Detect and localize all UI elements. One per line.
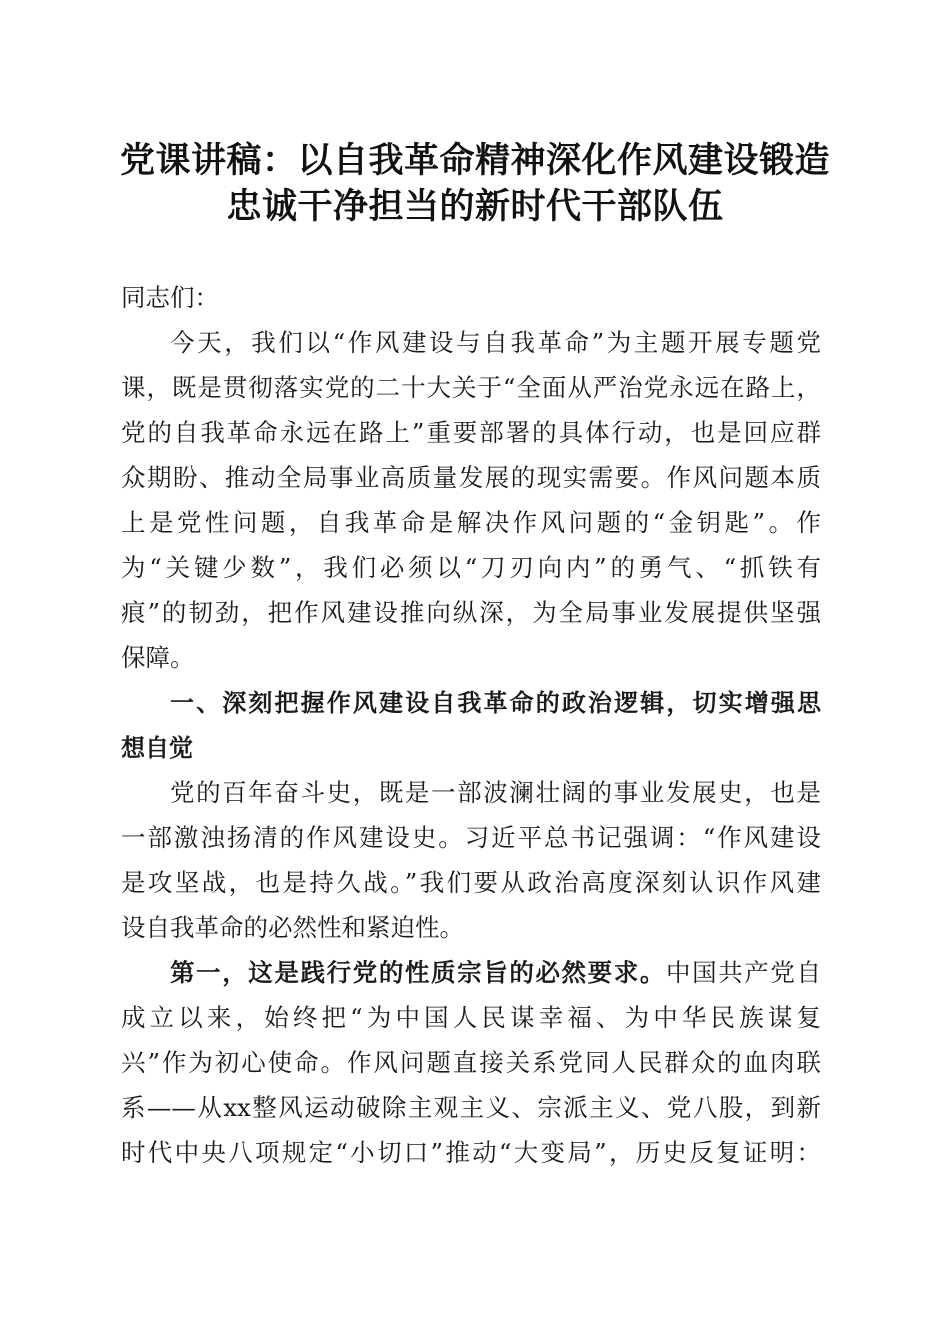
paragraph-2-line: 是攻坚战，也是持久战。”我们要从政治高度深刻认识作风建 (121, 868, 821, 897)
paragraph-2-line: 设自我革命的必然性和紧迫性。 (121, 913, 464, 942)
section-heading-line: 想自觉 (121, 734, 193, 762)
paragraph-3-first-line (170, 958, 821, 988)
paragraph-2-line: 党的百年奋斗史，既是一部波澜壮阔的事业发展史，也是 (170, 778, 821, 807)
paragraph-1-line: 上是党性问题，自我革命是解决作风问题的“金钥匙”。作 (121, 508, 821, 537)
paragraph-3-line: 成立以来，始终把“为中国人民谋幸福、为中华民族谋复 (121, 1003, 821, 1032)
document-title-line-2: 忠诚干净担当的新时代干部队伍 (226, 186, 724, 227)
document-title-line-1: 党课讲稿：以自我革命精神深化作风建设锻造 (119, 140, 830, 181)
paragraph-1-line: 为“关键少数”，我们必须以“刀刃向内”的勇气、“抓铁有 (121, 553, 821, 582)
paragraph-3-lead-rest: 中国共产党自 (665, 958, 822, 987)
paragraph-1-line: 今天，我们以“作风建设与自我革命”为主题开展专题党 (170, 328, 821, 357)
paragraph-1-line: 保障。 (121, 643, 195, 672)
paragraph-3-line: 系——从xx整风运动破除主观主义、宗派主义、党八股，到新 (121, 1093, 821, 1122)
paragraph-3-line: 时代中央八项规定“小切口”推动“大变局”，历史反复证明： (121, 1138, 821, 1167)
paragraph-2-line: 一部激浊扬清的作风建设史。习近平总书记强调：“作风建设 (121, 823, 821, 852)
salutation: 同志们： (121, 283, 219, 312)
paragraph-1-line: 党的自我革命永远在路上”重要部署的具体行动，也是回应群 (121, 418, 821, 447)
paragraph-1-line: 痕”的韧劲，把作风建设推向纵深，为全局事业发展提供坚强 (121, 598, 821, 627)
section-heading-line: 一、深刻把握作风建设自我革命的政治逻辑，切实增强思 (170, 689, 821, 717)
paragraph-1-line: 众期盼、推动全局事业高质量发展的现实需要。作风问题本质 (121, 463, 821, 492)
paragraph-3-lead: 第一，这是践行党的性质宗旨的必然要求。 (170, 958, 666, 987)
paragraph-3-line: 兴”作为初心使命。作风问题直接关系党同人民群众的血肉联 (121, 1048, 821, 1077)
paragraph-1-line: 课，既是贯彻落实党的二十大关于“全面从严治党永远在路上， (121, 373, 821, 402)
